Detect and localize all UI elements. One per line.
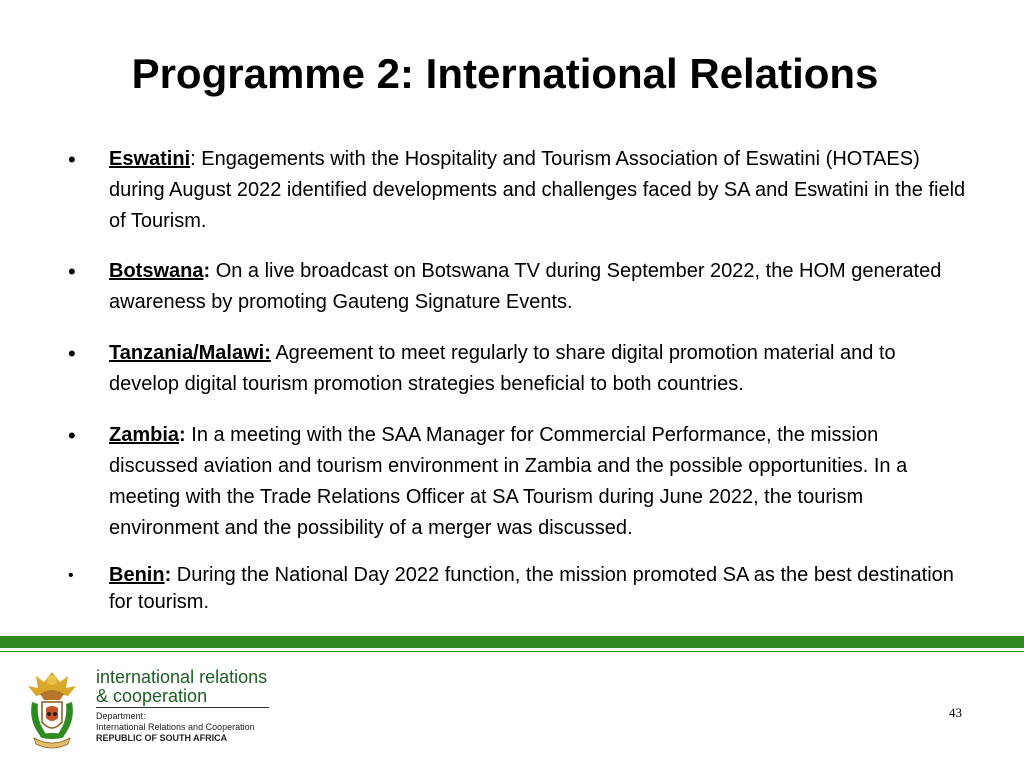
slide-title: Programme 2: International Relations xyxy=(131,50,879,97)
country-name-footer: REPUBLIC OF SOUTH AFRICA xyxy=(96,733,228,743)
bullet-dot-icon: • xyxy=(68,341,76,366)
logo-divider xyxy=(96,707,269,708)
country-separator: : xyxy=(190,148,196,170)
bullet-dot-icon: • xyxy=(68,147,76,172)
coat-of-arms-icon xyxy=(22,668,82,750)
country-name: Benin xyxy=(109,564,165,586)
country-name: Zambia xyxy=(109,424,180,446)
country-name: Tanzania/Malawi: xyxy=(109,342,271,364)
bullet-text xyxy=(109,562,969,616)
bullet-text xyxy=(109,420,969,544)
footer-thin-rule xyxy=(0,651,1024,652)
department-name: International Relations and Cooperation xyxy=(96,722,255,732)
country-name: Botswana xyxy=(109,260,204,282)
country-separator: : xyxy=(203,260,211,282)
logo-line-2: & cooperation xyxy=(96,686,208,706)
bullet-text xyxy=(109,256,969,318)
bullet-body: In a meeting with the SAA Manager for Commercial Performance, the mission discussed aviation and tourism environment in Zambia and the possible opportunities. In a meeting with the Trade Relations Officer at SA Tourism during June 2022, the tourism environment and the possibility of a merger was discussed. xyxy=(109,424,908,539)
footer-green-bar xyxy=(0,636,1024,648)
department-label: Department: xyxy=(96,711,146,721)
country-separator: : xyxy=(179,424,186,446)
bullet-dot-icon: • xyxy=(68,567,74,584)
logo-line-1: international relations xyxy=(96,667,268,687)
page-number: 43 xyxy=(949,705,962,720)
bullet-body: During the National Day 2022 function, the mission promoted SA as the best destination for tourism. xyxy=(109,564,954,613)
bullet-dot-icon: • xyxy=(68,423,76,448)
country-name: Eswatini xyxy=(109,148,191,170)
country-separator: : xyxy=(164,564,172,586)
bullet-body: Agreement to meet regularly to share digital promotion material and to develop digital tourism promotion strategies beneficial to both countries. xyxy=(109,342,896,395)
bullet-body: On a live broadcast on Botswana TV during September 2022, the HOM generated awareness by promoting Gauteng Signature Events. xyxy=(109,260,942,313)
bullet-text xyxy=(109,338,969,400)
bullet-dot-icon: • xyxy=(68,259,76,284)
bullet-body: Engagements with the Hospitality and Tourism Association of Eswatini (HOTAES) during August 2022 identified developments and challenges faced by SA and Eswatini in the field of Tourism. xyxy=(109,148,966,232)
bullet-text xyxy=(109,144,969,237)
